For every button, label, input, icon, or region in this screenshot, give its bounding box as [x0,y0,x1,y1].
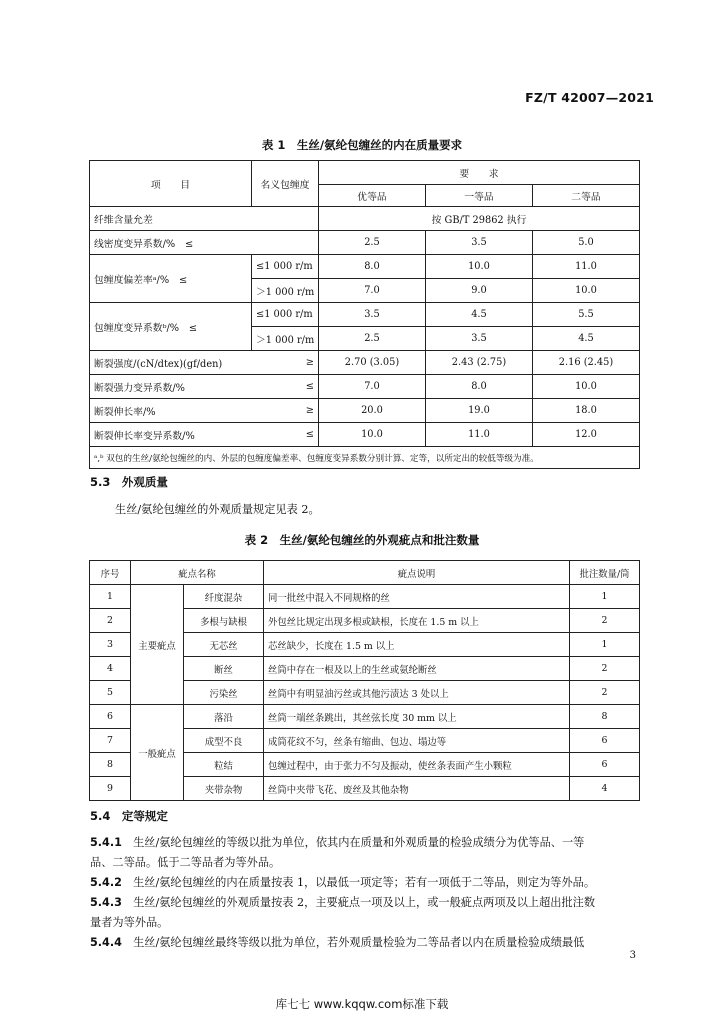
defect-description: 丝筒中存在一根及以上的生丝或氨纶断丝 [264,657,570,681]
cell-value: 2.43 (2.75) [426,351,533,375]
defect-description: 包缠过程中，由于张力不匀及振动，使丝条表面产生小颗粒 [264,753,570,777]
cell-value: 8.0 [426,375,533,399]
defect-description: 同一批丝中混入不同规格的丝 [264,585,570,609]
row-strength-cv-symbol: ≤ [252,375,319,399]
defect-name: 落沿 [184,705,264,729]
row-fiber-label: 纤维含量允差 [90,207,319,231]
row-strength-label: 断裂强度/(cN/dtex)(gf/den) [90,351,252,375]
sub-condition: ≤1 000 r/m [252,303,319,327]
defect-name: 断丝 [184,657,264,681]
defect-description: 丝筒中夹带飞花、废丝及其他杂物 [264,777,570,801]
clause-text: 生丝/氨纶包缠丝的内在质量按表 1，以最低一项定等；若有一项低于二等品，则定为等外品。 [133,876,596,889]
sub-condition: ＞1 000 r/m [252,327,319,351]
row-no: 9 [90,777,131,801]
defect-description: 芯丝缺少，长度在 1.5 m 以上 [264,633,570,657]
cell-value: 19.0 [426,399,533,423]
clause-text: 生丝/氨纶包缠丝的等级以批为单位，依其内在质量和外观质量的检验成绩分为优等品、一等 [133,836,585,849]
cell-value: 4.5 [426,303,533,327]
defect-count: 1 [570,585,640,609]
standard-number: FZ/T 42007—2021 [525,90,654,105]
header-grade-second: 二等品 [533,185,640,207]
row-elongation-cv-label: 断裂伸长率变异系数/% [90,423,252,447]
defect-description: 成筒花纹不匀，丝条有缩曲、包边、塌边等 [264,729,570,753]
sub-condition: ≤1 000 r/m [252,255,319,279]
defect-name: 夹带杂物 [184,777,264,801]
header-grade-superior: 优等品 [319,185,426,207]
table1 [89,160,640,469]
header-requirement: 要 求 [319,161,640,185]
defect-name: 成型不良 [184,729,264,753]
cell-value: 2.5 [319,231,426,255]
cell-value: 10.0 [533,375,640,399]
defect-description: 丝筒中有明显油污丝或其他污渍达 3 处以上 [264,681,570,705]
defect-count: 8 [570,705,640,729]
defect-count: 2 [570,681,640,705]
defect-count: 2 [570,609,640,633]
row-fiber-value: 按 GB/T 29862 执行 [319,207,640,231]
cell-value: 11.0 [533,255,640,279]
cell-value: 10.0 [426,255,533,279]
row-elongation-symbol: ≥ [252,399,319,423]
row-strength-symbol: ≥ [252,351,319,375]
row-strength-cv-label: 断裂强力变异系数/% [90,375,252,399]
cell-value: 5.0 [533,231,640,255]
header-count: 批注数量/筒 [570,561,640,585]
cell-value: 3.5 [319,303,426,327]
clause-number: 5.4.3 [90,896,122,909]
row-wrap-cv-label: 包缠度变异系数ᵇ/% ≤ [90,303,252,351]
sub-condition: ＞1 000 r/m [252,279,319,303]
defect-count: 2 [570,657,640,681]
page-number: 3 [629,950,636,961]
row-wrap-deviation-label: 包缠度偏差率ᵃ/% ≤ [90,255,252,303]
cell-value: 12.0 [533,423,640,447]
clause-5-4-4 [90,934,584,950]
row-no: 2 [90,609,131,633]
row-elongation-cv-symbol: ≤ [252,423,319,447]
table1-footnote: ᵃ,ᵇ 双包的生丝/氨纶包缠丝的内、外层的包缠度偏差率、包缠度变异系数分别计算、定等，以所定出的较低等级为准。 [90,447,640,469]
footer-watermark: 库七七 www.kqqw.com标准下载 [275,997,449,1011]
clause-text: 生丝/氨纶包缠丝最终等级以批为单位，若外观质量检验为二等品者以内在质量检验成绩最低 [133,936,585,949]
header-item: 项 目 [90,161,252,207]
row-no: 4 [90,657,131,681]
row-no: 6 [90,705,131,729]
section-5-3-text: 生丝/氨纶包缠丝的外观质量规定见表 2。 [115,503,320,516]
table2-caption: 表 2 生丝/氨纶包缠丝的外观疵点和批注数量 [244,533,480,547]
cell-value: 2.70 (3.05) [319,351,426,375]
header-nominal-wrap: 名义包缠度 [252,161,319,207]
cell-value: 20.0 [319,399,426,423]
header-description: 疵点说明 [264,561,570,585]
row-linear-density-label: 线密度变异系数/% ≤ [90,231,319,255]
defect-name: 多根与缺根 [184,609,264,633]
clause-5-4-2 [90,874,595,890]
cell-value: 7.0 [319,279,426,303]
defect-name: 粒结 [184,753,264,777]
defect-count: 1 [570,633,640,657]
cell-value: 2.5 [319,327,426,351]
cell-value: 10.0 [319,423,426,447]
row-no: 7 [90,729,131,753]
defect-description: 外包丝比规定出现多根或缺根，长度在 1.5 m 以上 [264,609,570,633]
defect-name: 纤度混杂 [184,585,264,609]
cell-value: 5.5 [533,303,640,327]
table1-caption: 表 1 生丝/氨纶包缠丝的内在质量要求 [261,138,463,152]
defect-description: 丝筒一端丝条跳出，其丝弦长度 30 mm 以上 [264,705,570,729]
defect-name: 污染丝 [184,681,264,705]
clause-number: 5.4.2 [90,876,122,889]
row-no: 1 [90,585,131,609]
cell-value: 11.0 [426,423,533,447]
cell-value: 2.16 (2.45) [533,351,640,375]
clause-number: 5.4.1 [90,836,122,849]
group-major-defects: 主要疵点 [131,585,184,705]
cell-value: 18.0 [533,399,640,423]
header-defect-name: 疵点名称 [131,561,264,585]
cell-value: 4.5 [533,327,640,351]
clause-5-4-1 [90,834,584,850]
header-grade-first: 一等品 [426,185,533,207]
cell-value: 3.5 [426,327,533,351]
defect-name: 无芯丝 [184,633,264,657]
section-5-4-title: 5.4 定等规定 [90,809,168,823]
cell-value: 10.0 [533,279,640,303]
section-5-3-title: 5.3 外观质量 [90,475,168,489]
clause-number: 5.4.4 [90,936,122,949]
clause-5-4-1-continued: 品、二等品。低于二等品者为等外品。 [90,856,281,869]
row-no: 8 [90,753,131,777]
cell-value: 7.0 [319,375,426,399]
defect-count: 6 [570,753,640,777]
cell-value: 3.5 [426,231,533,255]
row-elongation-label: 断裂伸长率/% [90,399,252,423]
clause-5-4-3 [90,894,595,910]
row-no: 3 [90,633,131,657]
clause-5-4-3-continued: 量者为等外品。 [90,916,169,929]
row-no: 5 [90,681,131,705]
group-minor-defects: 一般疵点 [131,705,184,801]
cell-value: 9.0 [426,279,533,303]
header-no: 序号 [90,561,131,585]
defect-count: 4 [570,777,640,801]
cell-value: 8.0 [319,255,426,279]
defect-count: 6 [570,729,640,753]
clause-text: 生丝/氨纶包缠丝的外观质量按表 2，主要疵点一项及以上，或一般疵点两项及以上超出批注数 [133,896,596,909]
table2 [89,560,640,801]
